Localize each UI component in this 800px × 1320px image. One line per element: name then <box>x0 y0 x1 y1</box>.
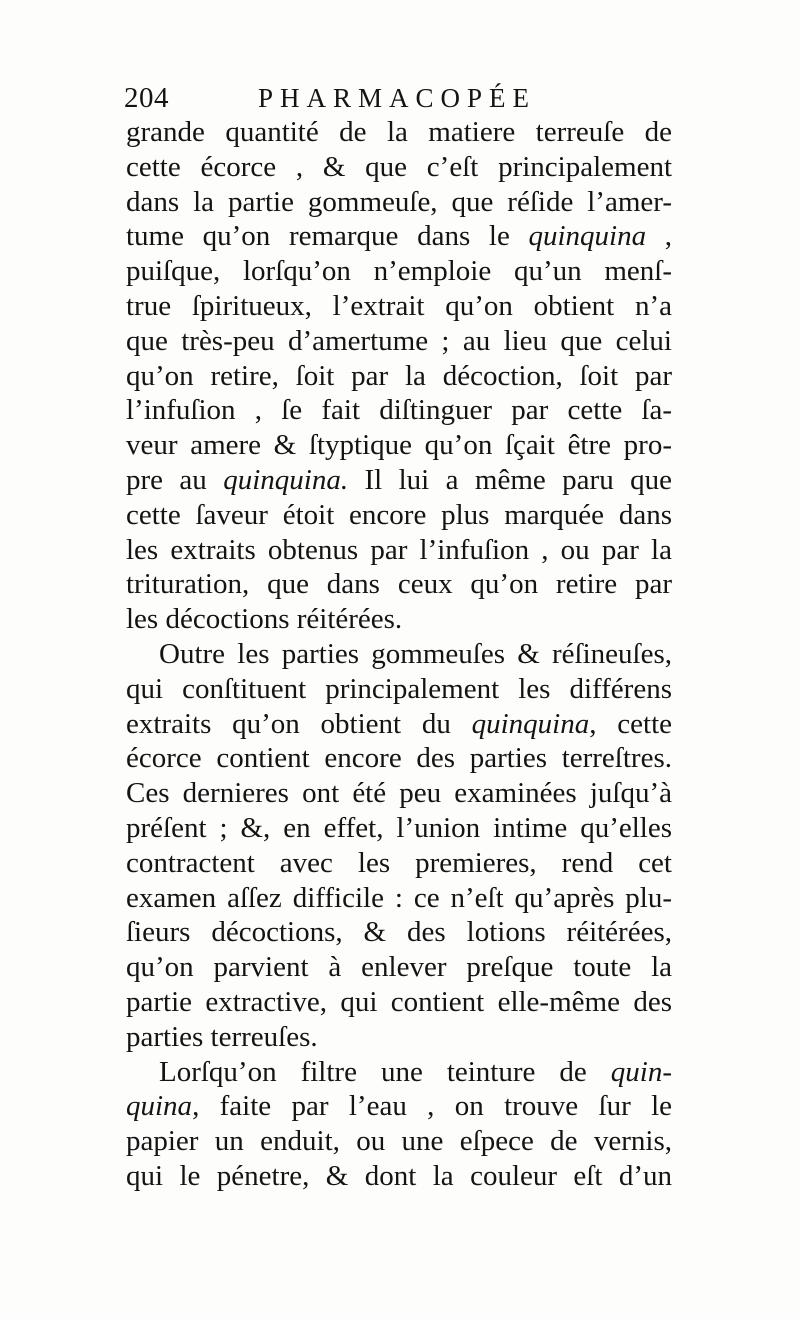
italic-term: quinquina <box>471 707 590 740</box>
text-line: veur amere & ſtyptique qu’on ſçait être pro- <box>126 429 672 462</box>
text-line: qu’on retire, ſoit par la décoction, ſoit par <box>126 359 672 392</box>
text-line: cette écorce , & que c’eſt principalement <box>126 150 672 183</box>
text-line <box>126 1055 672 1090</box>
text-line: examen aſſez difficile : ce n’eſt qu’après plu- <box>126 881 672 914</box>
text-line: qui le pénetre, & dont la couleur eſt d’un <box>126 1159 672 1192</box>
text-line: que très-peu d’amertume ; au lieu que celui <box>126 324 672 357</box>
text-line: Outre les parties gommeuſes & réſineuſes, <box>159 637 672 670</box>
text-line <box>126 707 672 742</box>
page-header <box>124 78 684 118</box>
body-text <box>126 115 672 1194</box>
italic-term: quina <box>126 1090 193 1123</box>
text-run: , cette <box>589 707 672 740</box>
page-number: 204 <box>124 82 169 114</box>
text-line: puiſque, lorſqu’on n’emploie qu’un menſ- <box>126 255 672 288</box>
text-line: l’infuſion , ſe fait diſtinguer par cette ſa- <box>126 394 672 427</box>
text-run: tume qu’on remarque dans le <box>126 220 529 253</box>
text-run: pre au <box>126 463 224 496</box>
text-line: trituration, que dans ceux qu’on retire par <box>126 568 672 601</box>
text-line <box>126 1089 672 1124</box>
text-line: qui conſtituent principalement les différens <box>126 672 672 705</box>
text-line: grande quantité de la matiere terreuſe de <box>126 116 672 148</box>
text-line: qu’on parvient à enlever preſque toute la <box>126 951 672 984</box>
text-line: écorce contient encore des parties terreſtres. <box>126 742 672 775</box>
running-title: PHARMACOPÉE <box>258 83 537 113</box>
italic-term: quin- <box>610 1055 672 1088</box>
text-line: ſieurs décoctions, & des lotions réitérées, <box>126 916 672 949</box>
text-line: dans la partie gommeuſe, que réſide l’amer- <box>126 185 672 218</box>
text-line: papier un enduit, ou une eſpece de vernis, <box>126 1125 672 1158</box>
text-line: préſent ; &, en effet, l’union intime qu’elles <box>126 811 672 844</box>
text-run: Il lui a même paru que <box>348 463 672 496</box>
text-run: , faite par l’eau , on trouve ſur le <box>192 1090 672 1123</box>
text-line: parties terreuſes. <box>126 1020 318 1053</box>
text-line: les décoctions réitérées. <box>126 603 403 636</box>
text-line: les extraits obtenus par l’infuſion , ou par la <box>126 533 672 566</box>
text-run: , <box>646 220 673 253</box>
text-run: Lorſqu’on filtre une teinture de <box>159 1055 611 1088</box>
text-line: true ſpiritueux, l’extrait qu’on obtient n’a <box>126 289 672 322</box>
text-run: extraits qu’on obtient du <box>126 707 472 740</box>
italic-term: quinquina. <box>223 463 349 496</box>
text-line: Ces dernieres ont été peu examinées juſqu’à <box>126 777 672 810</box>
italic-term: quinquina <box>528 220 647 253</box>
text-line <box>126 219 672 254</box>
text-line: partie extractive, qui contient elle-même des <box>126 985 672 1018</box>
text-line: cette ſaveur étoit encore plus marquée dans <box>126 498 672 531</box>
text-line: contractent avec les premieres, rend cet <box>126 846 672 879</box>
text-line <box>126 463 672 498</box>
